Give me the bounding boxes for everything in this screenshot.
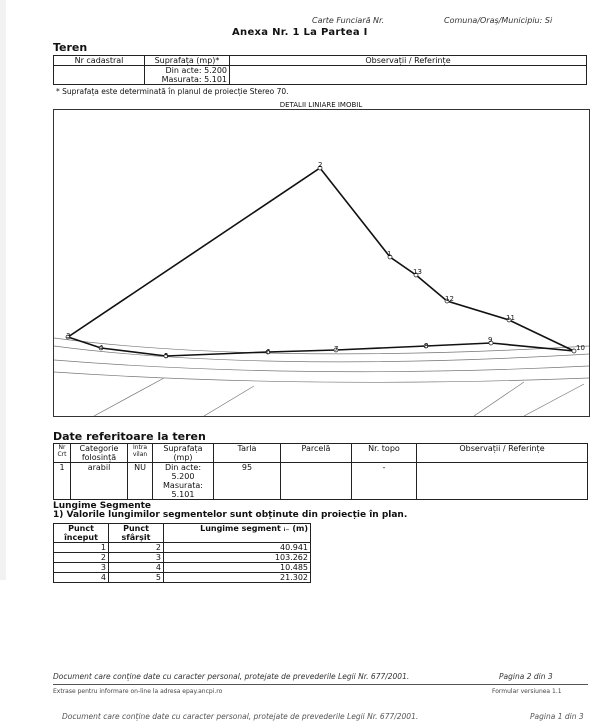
point-label: 11 xyxy=(506,314,515,322)
bottom-page: Pagina 1 din 3 xyxy=(530,712,584,721)
point-label: 2 xyxy=(318,161,323,169)
point-label: 4 xyxy=(99,344,104,352)
page-title: Anexa Nr. 1 La Partea I xyxy=(232,27,368,38)
bottom-notice: Document care conține date cu caracter personal, protejate de prevederile Legii Nr. 677/2001. xyxy=(62,712,419,721)
col-parcela: Parcelă xyxy=(281,444,352,463)
footer-rule xyxy=(53,684,588,685)
cell-nr-cadastral xyxy=(54,66,145,85)
cell-observatii xyxy=(230,66,587,85)
table-row: 2 3 103.262 xyxy=(54,553,311,563)
point-label: 1 xyxy=(387,250,392,258)
scan-edge xyxy=(0,0,6,580)
teren-title: Teren xyxy=(53,41,88,54)
cell-suprafata: Din acte: 5.200 Masurata: 5.101 xyxy=(153,463,214,500)
parcel-line xyxy=(524,384,584,416)
cell-nr-topo: - xyxy=(352,463,417,500)
point-label: 7 xyxy=(334,345,339,353)
masurata: Masurata: 5.101 xyxy=(161,75,227,84)
col-tarla: Tarla xyxy=(214,444,281,463)
cell-intravilan: NU xyxy=(128,463,153,500)
point-label: 12 xyxy=(445,295,454,303)
parcel-line xyxy=(204,386,254,416)
col-punct-inceput: Punct început xyxy=(54,524,109,543)
segmente-title: Lungime Segmente xyxy=(53,501,152,511)
parcel-boundary xyxy=(68,168,574,356)
road-line xyxy=(54,372,589,382)
col-nr-topo: Nr. topo xyxy=(352,444,417,463)
din-acte: Din acte: 5.200 xyxy=(165,66,227,75)
col-categorie: Categorie folosință xyxy=(71,444,128,463)
col-observatii: Observații / Referințe xyxy=(417,444,588,463)
col-lungime: Lungime segment ᵢ₋ (m) xyxy=(164,524,311,543)
col-nr-cadastral: Nr cadastral xyxy=(54,56,145,66)
point-label: 10 xyxy=(576,344,585,352)
point-label: 5 xyxy=(164,352,169,360)
col-nr-crt: Nr Crt xyxy=(54,444,71,463)
suprafata-footnote: * Suprafața este determinată în planul de proiecție Stereo 70. xyxy=(56,87,289,96)
point-label: 3 xyxy=(66,332,71,340)
footer-extras: Extrase pentru informare on-line la adresa epay.ancpi.ro xyxy=(53,688,223,695)
comuna-label: Comuna/Oraș/Municipiu: Si xyxy=(444,16,553,25)
cell-tarla: 95 xyxy=(214,463,281,500)
footer-page: Pagina 2 din 3 xyxy=(499,672,553,681)
segmente-subtitle: 1) Valorile lungimilor segmentelor sunt obținute din proiecție în plan. xyxy=(53,510,408,520)
cell-suprafata xyxy=(145,66,230,85)
table-row: 1 2 40.941 xyxy=(54,543,311,553)
segmente-table xyxy=(53,523,311,583)
cell-parcela xyxy=(281,463,352,500)
footer-notice: Document care conține date cu caracter personal, protejate de prevederile Legii Nr. 677/2001. xyxy=(53,672,410,681)
point-label: 6 xyxy=(266,348,271,356)
col-intravilan: Intra vilan xyxy=(128,444,153,463)
cell-categorie: arabil xyxy=(71,463,128,500)
col-punct-sfarsit: Punct sfârșit xyxy=(109,524,164,543)
date-teren-table xyxy=(53,443,588,500)
cell-observatii xyxy=(417,463,588,500)
date-teren-title: Date referitoare la teren xyxy=(53,430,206,443)
table-row: 4 5 21.302 xyxy=(54,573,311,583)
col-observatii: Observații / Referințe xyxy=(230,56,587,66)
plan-title: DETALII LINIARE IMOBIL xyxy=(279,101,363,109)
plan-drawing xyxy=(54,110,589,416)
point-label: 13 xyxy=(413,268,422,276)
point-label: 9 xyxy=(488,336,493,344)
carte-funciara-label: Carte Funciară Nr. xyxy=(312,16,385,25)
parcel-line xyxy=(94,378,164,416)
plan-frame xyxy=(53,109,590,417)
teren-table xyxy=(53,55,587,85)
table-row xyxy=(54,463,588,500)
col-suprafata: Suprafața (mp) xyxy=(153,444,214,463)
cell-nr: 1 xyxy=(54,463,71,500)
table-row: 3 4 10.485 xyxy=(54,563,311,573)
parcel-line xyxy=(474,382,524,416)
point-label: 8 xyxy=(424,342,429,350)
col-suprafata: Suprafața (mp)* xyxy=(145,56,230,66)
footer-formular: Formular versiunea 1.1 xyxy=(492,688,562,695)
